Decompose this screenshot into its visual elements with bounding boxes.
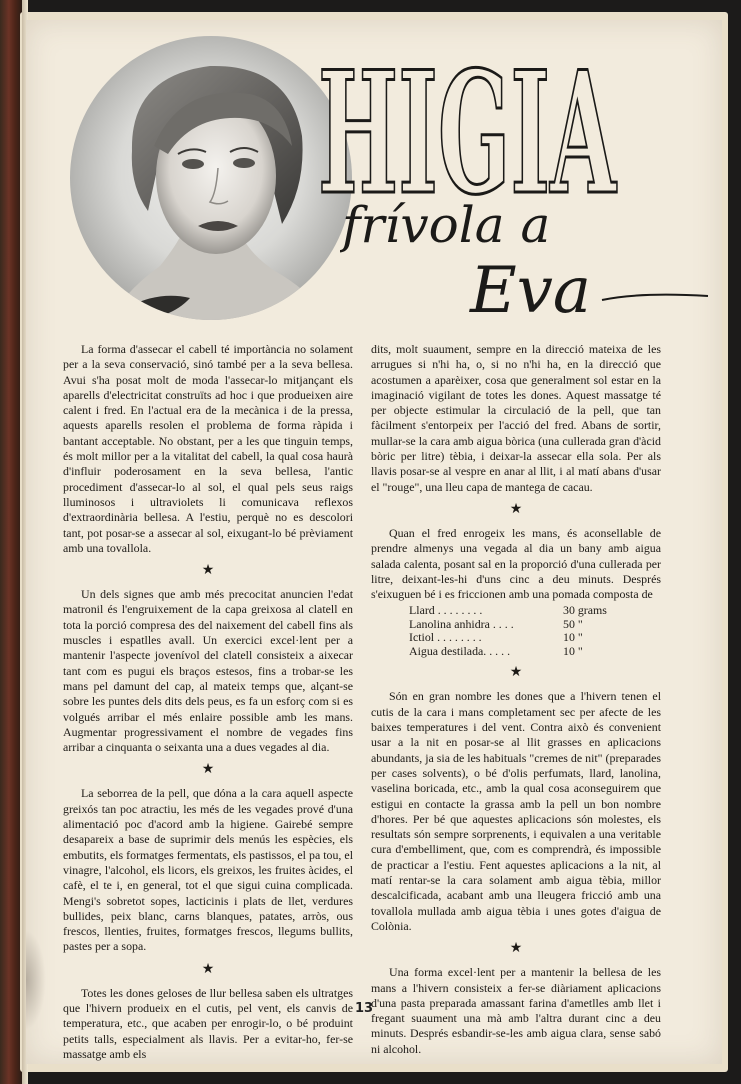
recipe-row xyxy=(409,604,661,618)
recipe-table xyxy=(409,604,661,658)
portrait-photo xyxy=(70,36,352,320)
recipe-row xyxy=(409,645,661,659)
star-separator: ★ xyxy=(509,665,523,681)
star-separator: ★ xyxy=(201,762,215,778)
paragraph: Són en gran nombre les dones que a l'hivern tenen el cutis de la cara i mans completament sec per afecte de les baixes temperatures i del vent. Contra això és convenient usar a la nit en posar-se al llit grasses en aplicacions abundants, ja sia de les habituals "cremes de nit" (preparades per cases solvents), o bé d'olis perfumats, llard, lanolina, vaselina boricada, etc., amb la qual cosa aconseguirem que estigui en contacte la grassa amb la pell un bon nombre d'hores. Per bé que aquestes aplicacions són molestes, els resultats són sempre sorprenents, i equivalen a una veritable cura d'embelliment, que, com es comprendrà, és impossible de practicar a l'estiu. Fent aquestes aplicacions a la nit, al matí rentar-se la cara solament amb aigua tèbia, millor descalcificada, acabant amb una lleugera fricció amb una tovallola mullada amb aigua tèbia i unes gotes d'aigua de Colònia. xyxy=(371,689,661,933)
recipe-ingredient: Lanolina anhidra . . . . xyxy=(409,617,514,631)
star-separator: ★ xyxy=(201,961,215,977)
star-separator: ★ xyxy=(509,941,523,957)
paragraph: dits, molt suaument, sempre en la direcció mateixa de les arrugues si n'hi ha, o, si no n'hi ha, en la direcció que acostumen a aparèixer, cosa que generalment sol estar en la imaginació vigilant de totes les dones. Aquest massatge té per objecte estimular la circulació de la pell, que tan fàcilment s'entorpeix per l'acció del fred. Abans de sortir, mullar-se la cara amb aigua bòrica (una cullerada gran d'àcid bòric per litre) tèbia, i deixar-la assecar ella sola. Per als llavis posar-se al vespre en anar al llit, i al matí abans d'usar el "rouge", una lleu capa de mantega de cacau. xyxy=(371,342,661,494)
paragraph: La seborrea de la pell, que dóna a la cara aquell aspecte greixós tan poc atractiu, les més de les vegades prové d'una alimentació poc d'acord amb la higiene. Gairebé sempre desapareix a base de suprimir dels menús les espècies, els embutits, els formatges fermentats, els pastissos, el pa tou, el vinagre, l'alcohol, els licors, els greixos, les fruites àcides, el cafè, el te i, en general, tot el que sigui cuina complicada. Mengi's sobretot sopes, lacticinis i plats de llet, verdures bullides, peix blanc, carns blanques, patates, arròs, ous frescos, llenties, fruites, formatges frescos, llegums bullits, pastes per a sopa. xyxy=(63,786,353,954)
title-higia xyxy=(318,40,618,200)
recipe-ingredient: Ictiol . . . . . . . . xyxy=(409,631,482,645)
portrait-illustration xyxy=(70,36,352,320)
recipe-row xyxy=(409,618,661,632)
recipe-ingredient: Llard . . . . . . . . xyxy=(409,604,483,618)
recipe-row xyxy=(409,631,661,645)
recipe-quantity: 30 grams xyxy=(563,603,607,618)
page-number: 13 xyxy=(354,1001,374,1016)
paragraph: Un dels signes que amb més precocitat anuncien l'edat matronil és l'engruixement de la capa greixosa al clatell en tota la porció compresa des del naixement del cabell fins als muscles i espatlles avall. Un exercici excel·lent per a mantenir l'aspecte jovenívol del clatell consisteix a aixecar tant com es pugui els braços estesos, fins a trobar-se les mans pel damunt del cap, al mateix temps que, alçant-se sobre les puntes dels dits dels peus, es fa un esforç com si es volgués arribar el més enlaire possible amb les mans. Augmentar progressivament el nombre de vegades fins arribar a cinquanta o seixanta una a dues vegades al dia. xyxy=(63,587,353,755)
subtitle-line-1: frívola a xyxy=(342,196,551,254)
paragraph: Totes les dones geloses de llur bellesa saben els ultratges que l'hivern produeix en el cutis, pel vent, els canvis de temperatura, etc., que acaben per enrogir-lo, o bé produint petits talls, especialment als llavis. Per a evitar-ho, fer-se massatge amb els xyxy=(63,985,353,1061)
svg-text:HIGIA: HIGIA xyxy=(318,40,618,200)
paragraph: Una forma excel·lent per a mantenir la bellesa de les mans a l'hivern consisteix a fer-se diàriament aplicacions d'una pasta preparada amassant farina d'ametlles amb llet i fregant suaument una mà amb l'altra durant cinc a deu minuts. Després esbandir-se-les amb aigua clara, sense sabó ni alcohol. xyxy=(371,965,661,1056)
recipe-ingredient: Aigua destilada. . . . . xyxy=(409,644,511,658)
recipe-quantity: 10 " xyxy=(563,643,583,658)
star-separator: ★ xyxy=(201,563,215,579)
page-stain xyxy=(26,930,46,1030)
text-column-right xyxy=(371,342,661,1057)
subtitle-flourish xyxy=(602,295,708,300)
paragraph: La forma d'assecar el cabell té importància no solament per a la seva conservació, sinó també per a la seva bellesa. Avui s'ha posat molt de moda l'assecar-lo mitjançant els aparells d'electricitat construïts ad hoc i que produeixen aire calent i fred. En l'actual era de la mecànica i de la pressa, aquests aparells resolen el problema de forma ràpida i bantant acceptable. No obstant, per a les que tinguin temps, és molt millor per a la vitalitat del cabell, la qual cosa haurà d'influir poderosament en la seva bellesa, l'antic procediment d'assecar-lo al sol, el qual pels seus raigs lluminosos i ultraviolets li comunicava reflexos d'extraordinària bellesa. A l'estiu, perquè no es descolori tant, pot posar-se a assecar al sol, eixugant-lo bé prèviament amb una tovallola. xyxy=(63,342,353,555)
subtitle-line-2: Eva xyxy=(470,254,592,322)
recipe-quantity: 10 " xyxy=(563,630,583,645)
book-binding xyxy=(0,0,22,1084)
recipe-quantity: 50 " xyxy=(563,616,583,631)
text-column-left xyxy=(63,342,353,1062)
paragraph: Quan el fred enrogeix les mans, és aconsellable de prendre almenys una vegada al dia un bany amb aigua salada calenta, posant sal en la proporció d'una cullerada per litre, deixant-les-hi d'uns cinc a deu minuts. Després s'eixuguen bé i es friccionen amb una pomada composta de xyxy=(371,525,661,602)
star-separator: ★ xyxy=(509,501,523,517)
subtitle-script xyxy=(340,182,712,322)
